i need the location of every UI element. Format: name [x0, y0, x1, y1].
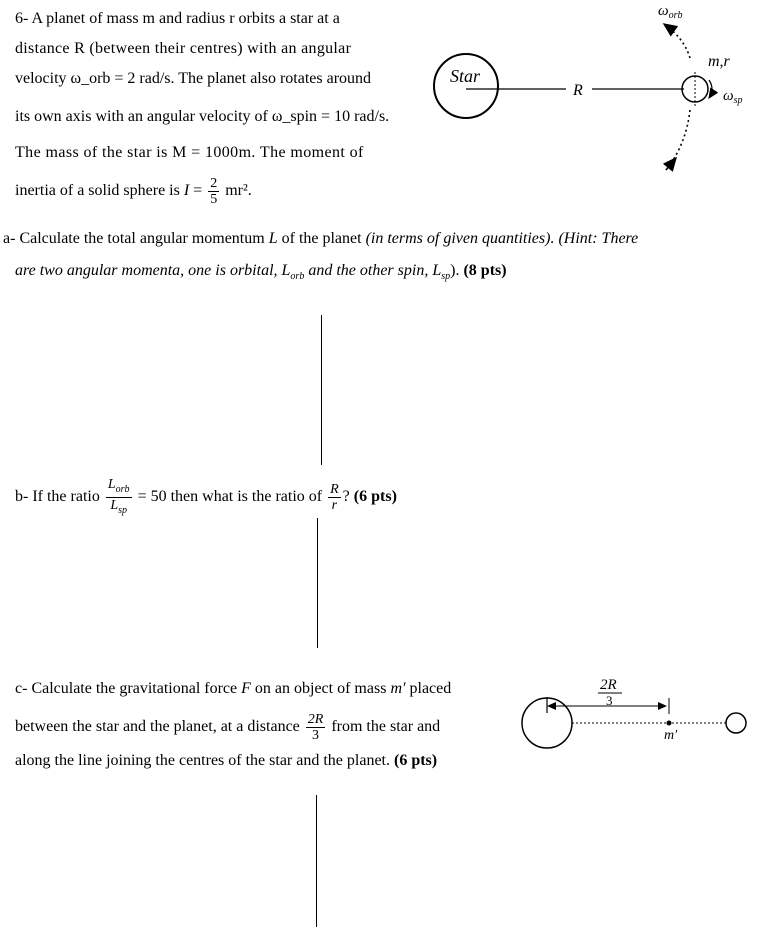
two-r-thirds-fraction: $\frac{2R}{3}$ — [307, 712, 324, 743]
orbit-arc-lower — [666, 110, 690, 170]
part-c-line-2: between the star and the planet, at a distance $\frac{2R}{3}$ from the star and — [15, 712, 441, 743]
part-a-points: (8 pts) — [463, 262, 507, 279]
star-label: Star — [450, 66, 481, 86]
test-mass-label: m′ — [664, 728, 678, 743]
part-b-points: (6 pts) — [353, 488, 397, 506]
planet-label: m,r — [708, 53, 730, 70]
answer-space-c[interactable] — [316, 795, 317, 927]
problem-text-1: A planet of mass m and radius r orbits a star at a — [31, 10, 340, 27]
answer-space-a[interactable] — [321, 315, 322, 465]
problem-line-5: The mass of the star is M = 1000m. The moment of — [15, 144, 364, 161]
problem-text-6b: mr². — [225, 182, 252, 200]
part-c-line-3: along the line joining the centres of the star and the planet. (6 pts) — [15, 752, 438, 769]
spin-arrow — [709, 80, 712, 98]
problem-line-6: inertia of a solid sphere is I = $\frac{2}{5}$ mr². — [15, 176, 252, 207]
omega-sp-label: $\omega_{sp}$ — [723, 88, 743, 106]
three-label: 3 — [606, 693, 613, 708]
part-c-label: c- — [15, 680, 28, 697]
part-a-line-1: a- Calculate the total angular momentum L of the planet (in terms of given quantities). (Hint: There — [3, 230, 639, 247]
part-c-points: (6 pts) — [394, 752, 438, 769]
problem-text-6a: inertia of a solid sphere is — [15, 182, 180, 200]
problem-number: 6- — [15, 10, 29, 27]
planet-circle-2 — [726, 713, 746, 733]
force-diagram — [0, 670, 760, 790]
problem-line-3: velocity ω_orb = 2 rad/s. The planet also rotates around — [15, 70, 372, 87]
omega-orb-label: $\omega_{orb}$ — [658, 3, 683, 21]
orbit-diagram — [0, 0, 760, 200]
part-a-line-2: are two angular momenta, one is orbital, $L_{orb}$ and the other spin, $L_{sp}$). (8 pts) — [15, 262, 507, 282]
two-fifths-fraction: $\frac{2}{5}$ — [210, 176, 218, 207]
orbit-arrow-lower — [666, 158, 676, 170]
orbit-arc-upper — [664, 24, 690, 58]
star-circle — [434, 54, 498, 118]
part-c-line-1: c- Calculate the gravitational force F on an object of mass m′ placed — [15, 680, 452, 697]
part-a-label: a- — [3, 230, 16, 247]
part-b-line: b- If the ratio $\frac{L_{orb}}{L_{sp}}$ = 50 then what is the ratio of $\frac{R}{r}$ ? (6 pts) — [15, 477, 397, 516]
lorb-lsp-fraction: $\frac{L_{orb}}{L_{sp}}$ — [107, 477, 130, 516]
problem-line-2: distance R (between their centres) with an angular — [15, 40, 352, 57]
two-r-label: 2R — [600, 677, 617, 693]
distance-label: R — [573, 82, 583, 99]
answer-space-b[interactable] — [317, 518, 318, 648]
problem-line-4: its own axis with an angular velocity of ω_spin = 10 rad/s. — [15, 108, 390, 125]
r-ratio-fraction: $\frac{R}{r}$ — [330, 482, 339, 513]
test-mass-dot — [667, 721, 672, 726]
part-b-label: b- — [15, 488, 29, 506]
